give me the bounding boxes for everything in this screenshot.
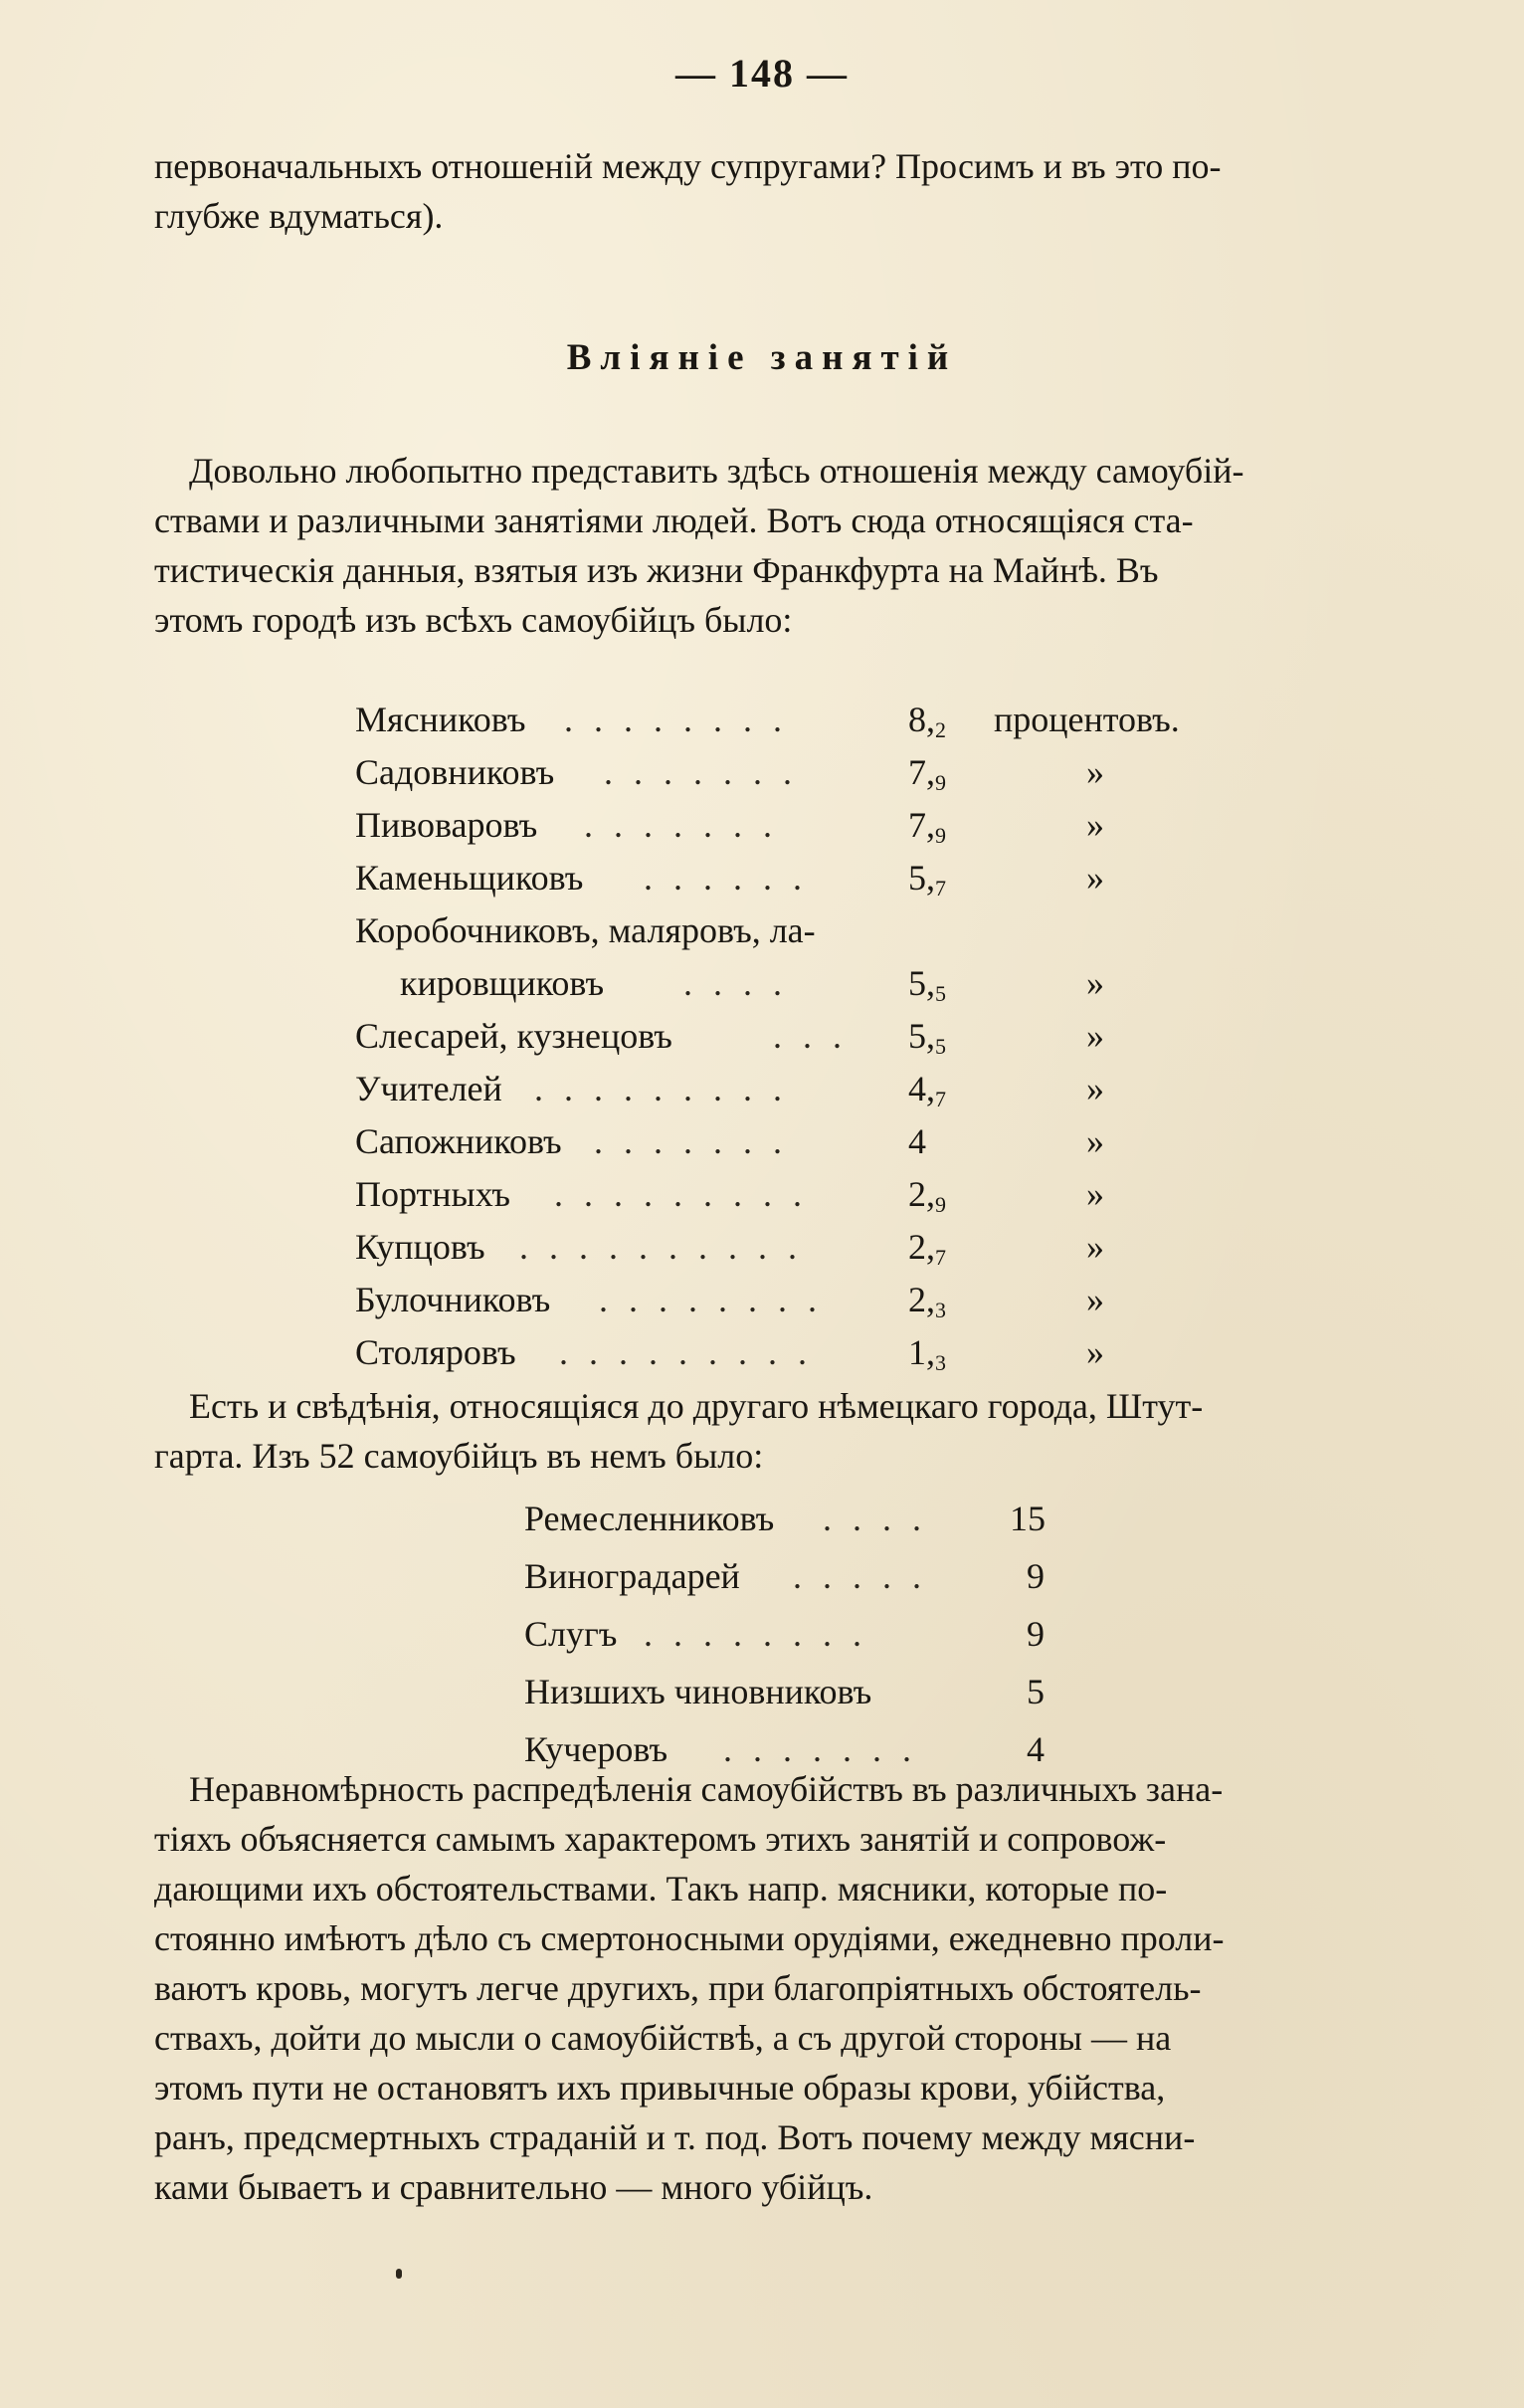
count-value: 5 [1027, 1672, 1045, 1711]
count-value: 9 [1027, 1556, 1045, 1596]
occupation-name: Коробочниковъ, маляровъ, ла- [355, 910, 816, 950]
dot-leaders: . . . . . . [644, 858, 808, 898]
text-line: ствахъ, дойти до мысли о самоубійствѣ, а съ другой стороны — на [154, 2018, 1172, 2058]
percent-value: 4,7 [908, 1069, 946, 1111]
occupation-name: Виноградарей [524, 1556, 740, 1596]
intro-paragraph [154, 446, 1423, 645]
text-line: Довольно любопытно представить здѣсь отношенія между самоубій- [189, 451, 1244, 491]
occupation-name: Столяровъ [355, 1332, 516, 1372]
percent-value: 2,7 [908, 1227, 946, 1270]
occupation-name: кировщиковъ [400, 963, 605, 1003]
text-line: ранъ, предсмертныхъ страданій и т. под. Вотъ почему между мясни- [154, 2117, 1196, 2157]
dot-leaders: . . . . . [793, 1556, 927, 1596]
dot-leaders: . . . . . . . [604, 752, 798, 792]
occupation-name: Каменьщиковъ [355, 858, 584, 898]
opening-paragraph [154, 141, 1423, 241]
dot-leaders: . . . . [683, 963, 788, 1003]
occupation-name: Низшихъ чиновниковъ [524, 1672, 872, 1711]
dot-leaders: . . . . . . . . [564, 700, 788, 739]
text-line: тіяхъ объясняется самымъ характеромъ этихъ занятій и сопровож- [154, 1819, 1167, 1859]
text-line: гарта. Изъ 52 самоубійцъ въ немъ было: [154, 1436, 764, 1476]
stuttgart-paragraph [154, 1381, 1423, 1481]
dot-leaders: . . . . . . . . . . [519, 1227, 803, 1267]
closing-paragraph [154, 1764, 1423, 2212]
ditto-mark: » [1086, 1280, 1104, 1319]
dot-leaders: . . . . . . . . . [534, 1069, 788, 1108]
occupation-name: Мясниковъ [355, 700, 526, 739]
occupation-name: Слесарей, кузнецовъ [355, 1016, 672, 1056]
text-line: Неравномѣрность распредѣленія самоубійствъ въ различныхъ зана- [189, 1769, 1224, 1809]
occupation-name: Кучеровъ [524, 1729, 668, 1769]
text-line: дающими ихъ обстоятельствами. Такъ напр. мясники, которые по- [154, 1869, 1168, 1908]
ink-spot [396, 2269, 402, 2279]
ditto-mark: » [1086, 963, 1104, 1003]
ditto-mark: » [1086, 1069, 1104, 1108]
percent-value: 2,3 [908, 1280, 946, 1322]
occupation-name: Ремесленниковъ [524, 1499, 775, 1538]
ditto-mark: » [1086, 1121, 1104, 1161]
ditto-mark: » [1086, 752, 1104, 792]
percent-value: 4 [908, 1121, 926, 1161]
dot-leaders: . . . . . . . [594, 1121, 788, 1161]
ditto-mark: » [1086, 1174, 1104, 1214]
dot-leaders: . . . . . . . . [644, 1614, 867, 1654]
dot-leaders: . . . . . . . [584, 805, 778, 845]
dot-leaders: . . . . . . . . . [559, 1332, 813, 1372]
text-line: ваютъ кровь, могутъ легче другихъ, при благопріятныхъ обстоятель- [154, 1968, 1202, 2008]
text-line: Есть и свѣдѣнія, относящіяся до другаго нѣмецкаго города, Штут- [189, 1386, 1204, 1426]
ditto-mark: » [1086, 1227, 1104, 1267]
count-value: 4 [1027, 1729, 1045, 1769]
occupation-name: Учителей [355, 1069, 502, 1108]
text-line: ствами и различными занятіями людей. Вотъ сюда относящіяся ста- [154, 501, 1194, 540]
occupation-name: Сапожниковъ [355, 1121, 562, 1161]
ditto-mark: » [1086, 1332, 1104, 1372]
dot-leaders: . . . [773, 1016, 848, 1056]
text-line: стоянно имѣютъ дѣло съ смертоносными орудіями, ежедневно проли- [154, 1918, 1225, 1958]
count-value: 9 [1027, 1614, 1045, 1654]
text-line: глубже вдуматься). [154, 196, 444, 236]
dot-leaders: . . . . . . . . . [554, 1174, 808, 1214]
occupation-name: Булочниковъ [355, 1280, 551, 1319]
unit-label: процентовъ. [994, 700, 1180, 739]
ditto-mark: » [1086, 805, 1104, 845]
occupation-name: Садовниковъ [355, 752, 555, 792]
ditto-mark: » [1086, 1016, 1104, 1056]
dot-leaders: . . . . [823, 1499, 927, 1538]
occupation-name: Пивоваровъ [355, 805, 538, 845]
text-line: ками бываетъ и сравнительно — много убійцъ. [154, 2167, 873, 2207]
dot-leaders: . . . . . . . [723, 1729, 917, 1769]
percent-value: 2,9 [908, 1174, 946, 1217]
ditto-mark: » [1086, 858, 1104, 898]
occupation-name: Слугъ [524, 1614, 618, 1654]
percent-value: 5,7 [908, 858, 946, 901]
page-number: — 148 — [675, 51, 849, 96]
text-line: этомъ городѣ изъ всѣхъ самоубійцъ было: [154, 600, 793, 640]
percent-value: 5,5 [908, 1016, 946, 1059]
percent-value: 1,3 [908, 1332, 946, 1375]
count-value: 15 [1010, 1499, 1046, 1538]
percent-value: 8,2 [908, 700, 946, 742]
percent-value: 5,5 [908, 963, 946, 1006]
text-line: тистическія данныя, взятыя изъ жизни Франкфурта на Майнѣ. Въ [154, 550, 1159, 590]
text-line: этомъ пути не остановятъ ихъ привычные образы крови, убійства, [154, 2068, 1166, 2107]
occupation-name: Купцовъ [355, 1227, 485, 1267]
text-line: первоначальныхъ отношенiй между супругами? Просимъ и въ это по- [154, 146, 1222, 186]
percent-value: 7,9 [908, 805, 946, 848]
percent-value: 7,9 [908, 752, 946, 795]
dot-leaders: . . . . . . . . [599, 1280, 823, 1319]
section-heading: Вліяніе занятій [566, 337, 958, 378]
occupation-name: Портныхъ [355, 1174, 510, 1214]
